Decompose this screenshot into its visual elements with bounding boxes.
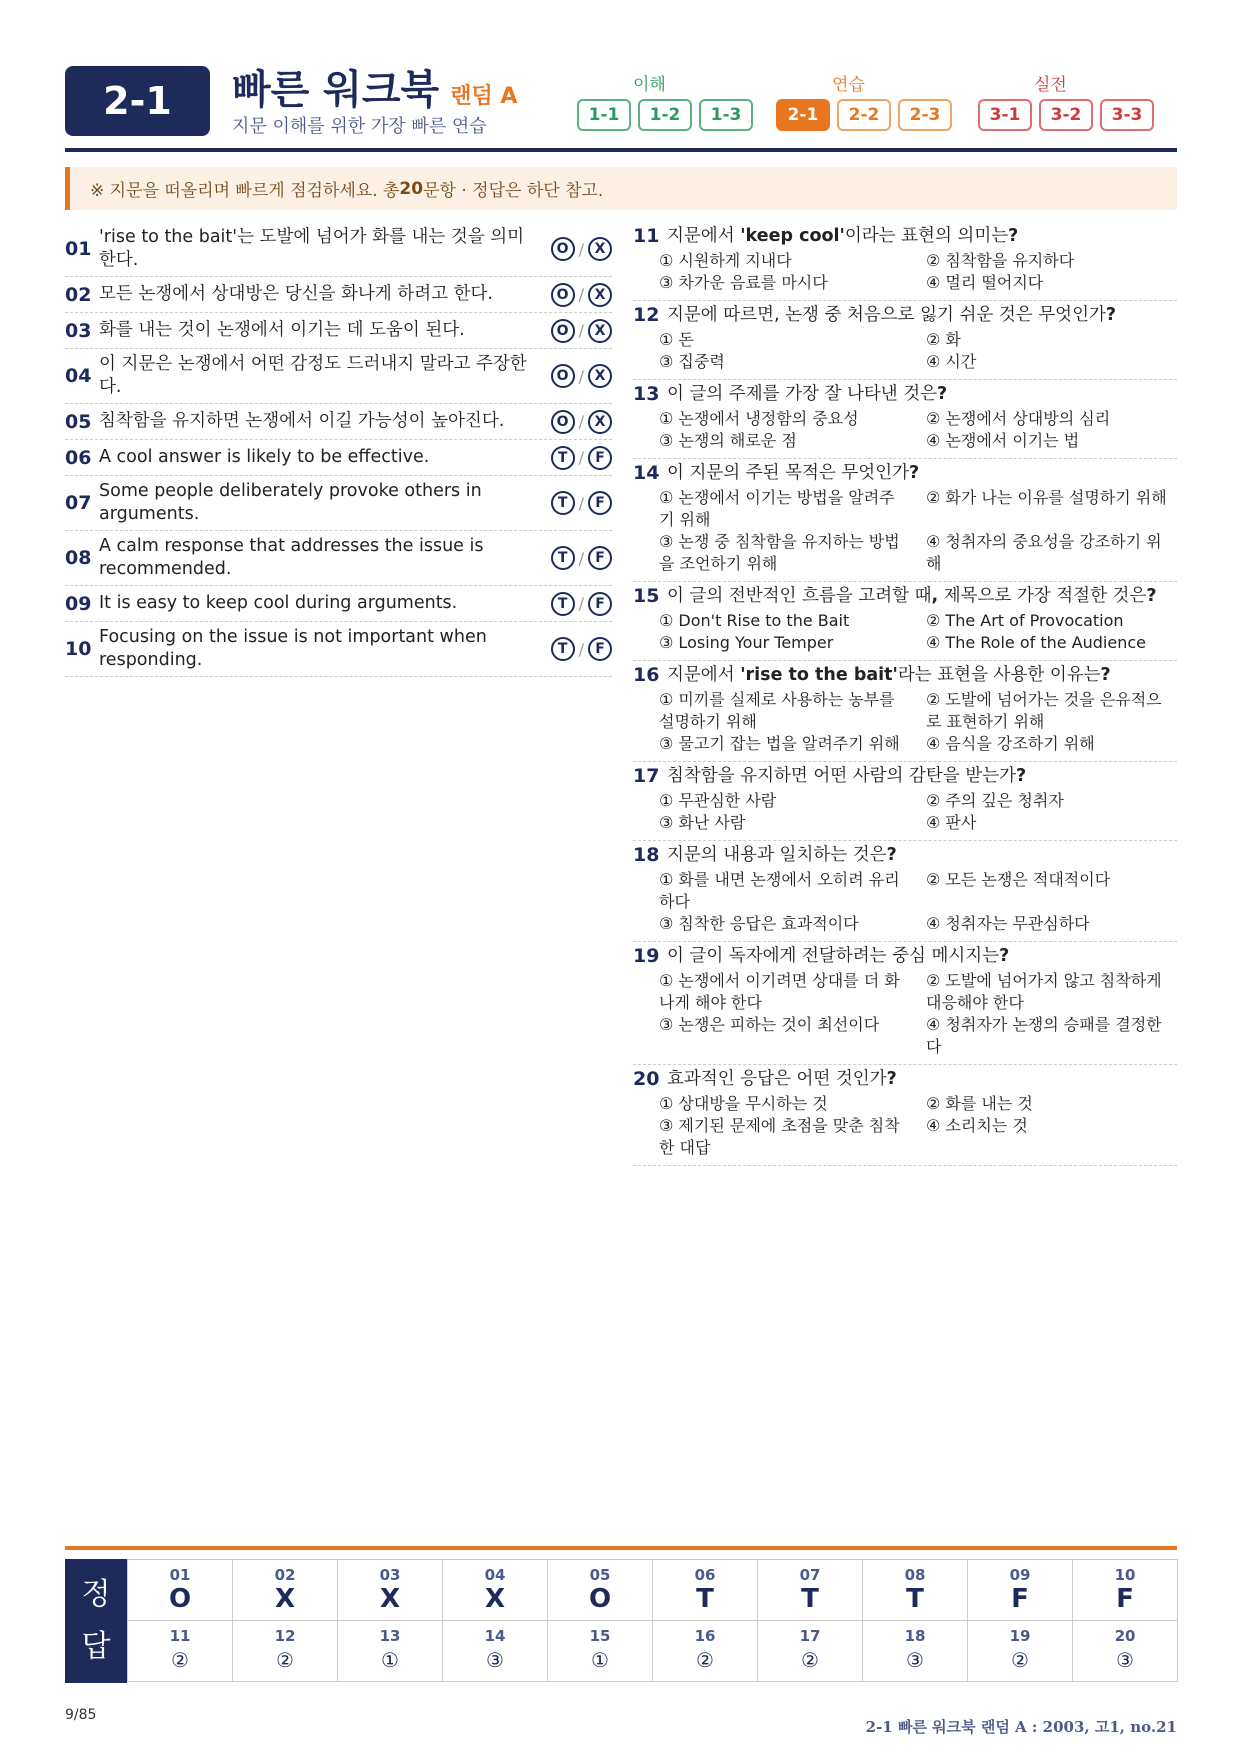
answer-choices (542, 637, 612, 661)
choice-t-circle[interactable]: T (551, 592, 575, 616)
choice-o-circle[interactable]: O (551, 319, 575, 343)
question-stem (633, 945, 1177, 968)
answer-choices (542, 283, 612, 307)
question-stem (633, 765, 1177, 788)
tab-group (577, 99, 753, 131)
option-grid (633, 1093, 1177, 1159)
answer-cell (442, 1559, 548, 1621)
question-text (667, 1068, 1177, 1091)
answer-number: 09 (1009, 1566, 1031, 1584)
question-text: 화를 내는 것이 논쟁에서 이기는 데 도움이 된다. (99, 320, 465, 340)
answer-cell (337, 1620, 443, 1682)
question-mark: ? (1146, 586, 1157, 606)
option-grid (633, 869, 1177, 935)
answer-cell (757, 1559, 863, 1621)
option-4[interactable]: ④ 청취자는 무관심하다 (926, 914, 1090, 933)
option-2[interactable]: ② 화 (926, 330, 961, 349)
option-2[interactable]: ② The Art of Provocation (926, 611, 1124, 630)
answer-cell (442, 1620, 548, 1682)
ox-question (65, 349, 612, 404)
answer-number: 15 (589, 1627, 611, 1645)
stem-text: 이 지문의 주된 목적은 무엇인가 (667, 463, 910, 483)
answer-cell (1072, 1620, 1178, 1682)
choice-x-circle[interactable]: X (588, 364, 612, 388)
question-text: 이 지문은 논쟁에서 어떤 감정도 드러내지 말라고 주장한다. (99, 354, 527, 397)
stem-text: 지문의 내용과 일치하는 것은 (667, 845, 887, 865)
stem-text: 지문에서 (667, 226, 741, 246)
ox-question (65, 404, 612, 440)
answer-cell (232, 1620, 338, 1682)
option-1[interactable]: ① 논쟁에서 이기는 방법을 알려주기 위해 (659, 488, 895, 529)
question-number: 09 (65, 592, 92, 615)
answer-choices (542, 546, 612, 570)
choice-t-circle[interactable]: T (551, 491, 575, 515)
option-2[interactable]: ② 화를 내는 것 (926, 1094, 1033, 1113)
option-1[interactable]: ① Don't Rise to the Bait (659, 611, 850, 630)
option-2[interactable]: ② 화가 나는 이유를 설명하기 위해 (926, 488, 1167, 507)
choice-separator: / (578, 493, 584, 513)
notice-banner (65, 167, 1177, 210)
question-text (667, 664, 1177, 687)
option-2[interactable]: ② 도발에 넘어가지 않고 침착하게 대응해야 한다 (926, 971, 1162, 1012)
ox-question (65, 277, 612, 313)
answer-value: T (801, 1584, 819, 1614)
question-stem (633, 225, 1177, 248)
stem-text: 효과적인 응답은 어떤 것인가 (667, 1069, 887, 1089)
mc-question (633, 582, 1177, 661)
stem-text: 침착함을 유지하면 어떤 사람의 감탄을 받는가 (667, 766, 1017, 786)
answer-value: ① (591, 1648, 609, 1672)
ox-question (65, 222, 612, 277)
answer-number: 20 (1114, 1627, 1136, 1645)
answer-choices (542, 592, 612, 616)
mc-question (633, 1065, 1177, 1166)
question-text (667, 225, 1177, 248)
question-number: 15 (633, 585, 660, 607)
answer-value: ② (1011, 1648, 1029, 1672)
option-4[interactable]: ④ 멀리 떨어지다 (926, 273, 1044, 292)
notice-prefix: ※ 지문을 떠올리며 빠르게 점검하세요. 총 (90, 181, 400, 201)
stem-text: 지문에 따르면, 논쟁 중 처음으로 잃기 쉬운 것은 무엇인가 (667, 305, 1106, 325)
answer-label-bottom: 답 (81, 1629, 111, 1664)
question-stem (633, 304, 1177, 327)
ox-question (65, 531, 612, 586)
question-stem (633, 1068, 1177, 1091)
question-text: A cool answer is likely to be effective. (99, 447, 430, 467)
question-mark: ? (1105, 305, 1117, 325)
option-2[interactable]: ② 논쟁에서 상대방의 심리 (926, 409, 1111, 428)
answer-number: 10 (1114, 1566, 1136, 1584)
option-grid (633, 487, 1177, 575)
question-number: 05 (65, 410, 92, 433)
ox-question (65, 476, 612, 531)
question-number: 06 (65, 446, 92, 469)
option-1[interactable]: ① 상대방을 무시하는 것 (659, 1094, 828, 1113)
tab-3-1[interactable]: 3-1 (978, 99, 1032, 131)
question-number: 17 (633, 765, 660, 787)
ox-question (65, 586, 612, 622)
answer-value: ③ (906, 1648, 924, 1672)
question-text: Some people deliberately provoke others in arguments. (99, 481, 482, 524)
answer-number: 08 (904, 1566, 926, 1584)
question-text (667, 304, 1177, 327)
ox-question (65, 440, 612, 476)
answer-number: 16 (694, 1627, 716, 1645)
ox-question (65, 622, 612, 677)
choice-x-circle[interactable]: X (588, 410, 612, 434)
answer-value: T (906, 1584, 924, 1614)
tab-1-2[interactable]: 1-2 (638, 99, 692, 131)
answer-value: ① (381, 1648, 399, 1672)
option-grid (633, 790, 1177, 834)
true-false-section (65, 222, 612, 677)
option-3[interactable]: ③ 제기된 문제에 초점을 맞춘 침착한 대답 (659, 1116, 900, 1157)
tab-group (776, 99, 952, 131)
option-1[interactable]: ① 논쟁에서 냉정함의 중요성 (659, 409, 859, 428)
answer-label-top: 정 (81, 1577, 111, 1612)
stem-text-cont: 이라는 표현의 의미는 (844, 226, 1009, 246)
option-2[interactable]: ② 도발에 넘어가는 것을 은유적으로 표현하기 위해 (926, 690, 1162, 731)
notice-suffix: 문항 · 정답은 하단 참고. (423, 181, 604, 201)
question-text (667, 945, 1177, 968)
question-number: 01 (65, 238, 92, 260)
answer-cell (232, 1559, 338, 1621)
tab-2-1[interactable]: 2-1 (776, 99, 830, 131)
answer-cell (862, 1620, 968, 1682)
question-number: 18 (633, 844, 660, 866)
question-text (667, 765, 1177, 788)
stem-text: 이 글의 주제를 가장 잘 나타낸 것은 (667, 384, 938, 404)
unit-badge: 2-1 (65, 66, 210, 136)
option-1[interactable]: ① 논쟁에서 이기려면 상대를 더 화나게 해야 한다 (659, 971, 900, 1012)
stem-keyword: , (931, 586, 939, 606)
answer-divider (65, 1546, 1177, 1550)
question-number: 07 (65, 492, 92, 514)
option-grid (633, 610, 1177, 654)
answer-number: 17 (799, 1627, 821, 1645)
stem-text: 이 글이 독자에게 전달하려는 중심 메시지는 (667, 946, 1000, 966)
choice-separator: / (578, 448, 584, 467)
tab-1-1[interactable]: 1-1 (577, 99, 631, 131)
answer-cell (652, 1620, 758, 1682)
answer-cell (337, 1559, 443, 1621)
question-mark: ? (937, 384, 948, 404)
answer-value: F (1116, 1584, 1134, 1614)
question-text (667, 844, 1177, 867)
answer-number: 03 (379, 1566, 401, 1584)
answer-value: ② (276, 1648, 294, 1672)
answer-choices (542, 491, 612, 515)
answer-number: 04 (484, 1566, 506, 1584)
question-mark: ? (1100, 665, 1111, 685)
question-mark: ? (909, 463, 920, 483)
option-3[interactable]: ③ 침착한 응답은 효과적이다 (659, 914, 859, 933)
answer-number: 14 (484, 1627, 506, 1645)
option-1[interactable]: ① 무관심한 사람 (659, 791, 777, 810)
option-3[interactable]: ③ 논쟁은 피하는 것이 최선이다 (659, 1015, 880, 1034)
option-3[interactable]: ③ Losing Your Temper (659, 633, 834, 652)
question-mark: ? (886, 1069, 897, 1089)
answer-value: ② (696, 1648, 714, 1672)
choice-o-circle[interactable]: O (551, 283, 575, 307)
stem-text: 이 글의 전반적인 흐름을 고려할 때 (667, 586, 932, 606)
mc-question (633, 380, 1177, 459)
question-number: 12 (633, 304, 660, 326)
answer-choices (542, 364, 612, 388)
answer-choices (542, 446, 612, 470)
option-3[interactable]: ③ 물고기 잡는 법을 알려주기 위해 (659, 734, 900, 753)
question-number: 10 (65, 638, 92, 660)
answer-number: 01 (169, 1566, 191, 1584)
answer-value: ② (171, 1648, 189, 1672)
choice-f-circle[interactable]: F (588, 491, 612, 515)
option-1[interactable]: ① 돈 (659, 330, 694, 349)
mc-question (633, 762, 1177, 841)
question-mark: ? (1016, 766, 1027, 786)
answer-number: 06 (694, 1566, 716, 1584)
choice-t-circle[interactable]: T (551, 446, 575, 470)
question-stem (633, 462, 1177, 485)
question-number: 16 (633, 664, 660, 686)
option-grid (633, 250, 1177, 294)
answer-number: 13 (379, 1627, 401, 1645)
answer-cell (862, 1559, 968, 1621)
question-text (667, 585, 1177, 608)
option-1[interactable]: ① 시원하게 지내다 (659, 251, 792, 270)
header-divider (65, 148, 1177, 152)
ox-question (65, 313, 612, 349)
tab-2-3[interactable]: 2-3 (898, 99, 952, 131)
choice-o-circle[interactable]: O (551, 410, 575, 434)
question-number: 04 (65, 365, 92, 387)
option-3[interactable]: ③ 차가운 음료를 마시다 (659, 273, 828, 292)
stem-text: 지문에서 (667, 665, 741, 685)
tab-group-label: 실전 (1034, 75, 1067, 95)
mc-question (633, 459, 1177, 582)
answer-cell (547, 1559, 653, 1621)
answer-value: ② (801, 1648, 819, 1672)
option-1[interactable]: ① 미끼를 실제로 사용하는 농부를 설명하기 위해 (659, 690, 895, 731)
answer-choices (542, 410, 612, 434)
choice-t-circle[interactable]: T (551, 546, 575, 570)
tab-group (978, 99, 1154, 131)
answer-value: O (168, 1584, 192, 1614)
question-text (667, 383, 1177, 406)
choice-f-circle[interactable]: F (588, 592, 612, 616)
multiple-choice-section (633, 222, 1177, 1166)
question-text: A calm response that addresses the issue is recommended. (99, 536, 484, 579)
mc-question (633, 301, 1177, 380)
question-text (667, 462, 1177, 485)
choice-x-circle[interactable]: X (588, 237, 612, 261)
option-3[interactable]: ③ 논쟁 중 침착함을 유지하는 방법을 조언하기 위해 (659, 532, 900, 573)
answer-value: ③ (486, 1648, 504, 1672)
choice-separator: / (578, 412, 584, 431)
answer-number: 02 (274, 1566, 296, 1584)
option-4[interactable]: ④ 판사 (926, 813, 977, 832)
option-grid (633, 970, 1177, 1058)
mc-question (633, 942, 1177, 1065)
option-2[interactable]: ② 주의 깊은 청취자 (926, 791, 1064, 810)
question-number: 02 (65, 283, 92, 306)
mc-question (633, 661, 1177, 762)
stem-text-cont: 제목으로 가장 적절한 것은 (938, 586, 1147, 606)
choice-f-circle[interactable]: F (588, 637, 612, 661)
answer-cell (1072, 1559, 1178, 1621)
mc-question (633, 841, 1177, 942)
page-subtitle: 지문 이해를 위한 가장 빠른 연습 (232, 116, 487, 137)
question-stem (633, 664, 1177, 687)
question-text: It is easy to keep cool during arguments. (99, 593, 458, 613)
option-grid (633, 329, 1177, 373)
answer-number: 12 (274, 1627, 296, 1645)
answer-cell (757, 1620, 863, 1682)
option-4[interactable]: ④ 청취자의 중요성을 강조하기 위해 (926, 532, 1162, 573)
question-number: 14 (633, 462, 660, 484)
answer-label (65, 1559, 127, 1683)
question-number: 20 (633, 1068, 660, 1090)
question-number: 11 (633, 225, 660, 247)
option-grid (633, 689, 1177, 755)
page-number: 9/85 (65, 1707, 97, 1723)
choice-f-circle[interactable]: F (588, 546, 612, 570)
choice-separator: / (578, 639, 584, 659)
answer-number: 19 (1009, 1627, 1031, 1645)
answer-cell (967, 1559, 1073, 1621)
question-number: 13 (633, 383, 660, 405)
choice-separator: / (578, 239, 584, 259)
tab-group-label: 연습 (832, 75, 865, 95)
answer-cell (547, 1620, 653, 1682)
question-number: 03 (65, 319, 92, 342)
answer-value: ③ (1116, 1648, 1134, 1672)
choice-x-circle[interactable]: X (588, 283, 612, 307)
question-stem (633, 844, 1177, 867)
tab-3-3[interactable]: 3-3 (1100, 99, 1154, 131)
answer-number: 18 (904, 1627, 926, 1645)
answer-value: T (696, 1584, 714, 1614)
choice-separator: / (578, 285, 584, 304)
answer-cell (127, 1620, 233, 1682)
choice-separator: / (578, 594, 584, 613)
question-stem (633, 383, 1177, 406)
option-grid (633, 408, 1177, 452)
option-4[interactable]: ④ The Role of the Audience (926, 633, 1146, 652)
notice-count: 20 (399, 178, 424, 199)
choice-f-circle[interactable]: F (588, 446, 612, 470)
option-1[interactable]: ① 화를 내면 논쟁에서 오히려 유리하다 (659, 870, 900, 911)
question-text: 'rise to the bait'는 도발에 넘어가 화를 내는 것을 의미한다. (99, 227, 525, 270)
stem-keyword: 'rise to the bait' (740, 665, 898, 685)
answer-number: 11 (169, 1627, 191, 1645)
question-number: 19 (633, 945, 660, 967)
answer-value: X (379, 1584, 401, 1614)
answer-choices (542, 237, 612, 261)
option-3[interactable]: ③ 집중력 (659, 352, 725, 371)
option-4[interactable]: ④ 시간 (926, 352, 977, 371)
title-variant: 랜덤 A (450, 84, 518, 109)
stem-text-cont: 라는 표현을 사용한 이유는 (897, 665, 1101, 685)
option-2[interactable]: ② 침착함을 유지하다 (926, 251, 1075, 270)
choice-t-circle[interactable]: T (551, 637, 575, 661)
question-text: 모든 논쟁에서 상대방은 당신을 화나게 하려고 한다. (99, 284, 493, 304)
tab-3-2[interactable]: 3-2 (1039, 99, 1093, 131)
answer-number: 05 (589, 1566, 611, 1584)
option-4[interactable]: ④ 소리치는 것 (926, 1116, 1028, 1135)
answer-value: X (484, 1584, 506, 1614)
answer-table (127, 1559, 1177, 1681)
answer-number: 07 (799, 1566, 821, 1584)
choice-o-circle[interactable]: O (551, 237, 575, 261)
tab-2-2[interactable]: 2-2 (837, 99, 891, 131)
title-block (232, 58, 517, 115)
choice-separator: / (578, 321, 584, 340)
stem-keyword: 'keep cool' (740, 226, 845, 246)
option-3[interactable]: ③ 화난 사람 (659, 813, 746, 832)
option-2[interactable]: ② 모든 논쟁은 적대적이다 (926, 870, 1111, 889)
answer-cell (127, 1559, 233, 1621)
option-4[interactable]: ④ 음식을 강조하기 위해 (926, 734, 1095, 753)
choice-separator: / (578, 366, 584, 386)
tab-group-label: 이해 (633, 75, 666, 95)
choice-x-circle[interactable]: X (588, 319, 612, 343)
source-note: 2-1 빠른 워크북 랜덤 A : 2003, 고1, no.21 (865, 1718, 1177, 1736)
option-4[interactable]: ④ 청취자가 논쟁의 승패를 결정한다 (926, 1015, 1162, 1056)
question-number: 08 (65, 547, 92, 569)
question-text: Focusing on the issue is not important when responding. (99, 627, 487, 670)
question-mark: ? (886, 845, 897, 865)
answer-value: F (1011, 1584, 1029, 1614)
choice-separator: / (578, 548, 584, 568)
question-text: 침착함을 유지하면 논쟁에서 이길 가능성이 높아진다. (99, 411, 505, 431)
answer-choices (542, 319, 612, 343)
option-3[interactable]: ③ 논쟁의 해로운 점 (659, 431, 797, 450)
answer-cell (967, 1620, 1073, 1682)
answer-value: X (274, 1584, 296, 1614)
choice-o-circle[interactable]: O (551, 364, 575, 388)
page-title: 빠른 워크북 (232, 67, 440, 113)
question-mark: ? (999, 946, 1010, 966)
question-mark: ? (1008, 226, 1019, 246)
option-4[interactable]: ④ 논쟁에서 이기는 법 (926, 431, 1080, 450)
mc-question (633, 222, 1177, 301)
question-stem (633, 585, 1177, 608)
answer-cell (652, 1559, 758, 1621)
answer-value: O (588, 1584, 612, 1614)
tab-1-3[interactable]: 1-3 (699, 99, 753, 131)
